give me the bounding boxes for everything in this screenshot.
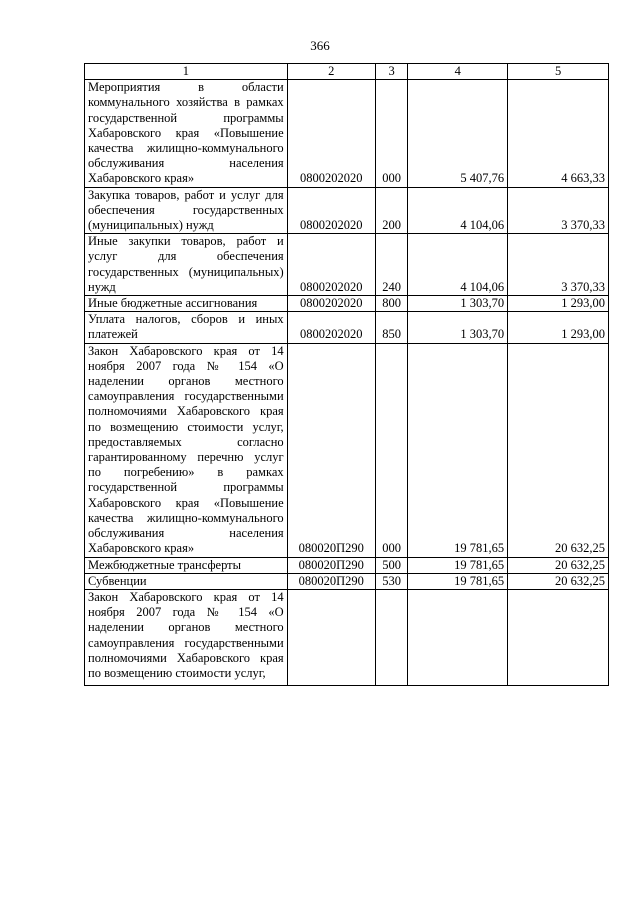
row-code: 080020П290	[287, 557, 375, 573]
row-kvr: 200	[375, 187, 408, 234]
column-header: 4	[408, 64, 508, 80]
row-value-1: 1 303,70	[408, 296, 508, 312]
row-code: 080020П290	[287, 573, 375, 589]
row-value-2: 3 370,33	[508, 234, 609, 296]
row-kvr: 000	[375, 80, 408, 187]
row-code: 080020П290	[287, 343, 375, 557]
row-value-2: 1 293,00	[508, 296, 609, 312]
page-number: 366	[310, 38, 330, 53]
row-name: Закупка товаров, работ и услуг для обеспечения государственных (муниципальных) нужд	[85, 187, 288, 234]
table-row	[85, 589, 609, 685]
row-value-1: 1 303,70	[408, 312, 508, 343]
row-kvr: 800	[375, 296, 408, 312]
row-value-1: 19 781,65	[408, 343, 508, 557]
row-code: 0800202020	[287, 80, 375, 187]
row-name: Межбюджетные трансферты	[85, 557, 288, 573]
row-name: Закон Хабаровского края от 14 ноября 2007 года № 154 «О наделении органов местного самоуправления государственными полномочиями Хабаровского края по возмещению стоимости услуг, предоставляемых согласно гарантированному перечню услуг по погребению» в рамках государственной программы Хабаровского края «Повышение качества жилищно-коммунального обслуживания населения Хабаровского края»	[85, 343, 288, 557]
row-value-2: 20 632,25	[508, 343, 609, 557]
row-kvr: 000	[375, 343, 408, 557]
table-row	[85, 296, 609, 312]
row-value-1: 4 104,06	[408, 234, 508, 296]
row-value-1: 19 781,65	[408, 557, 508, 573]
row-code: 0800202020	[287, 296, 375, 312]
row-name: Иные закупки товаров, работ и услуг для обеспечения государственных (муниципальных) нужд	[85, 234, 288, 296]
row-name: Мероприятия в области коммунального хозяйства в рамках государственной программы Хабаровского края «Повышение качества жилищно-коммунального обслуживания населения Хабаровского края»	[85, 80, 288, 187]
row-kvr: 240	[375, 234, 408, 296]
row-kvr: 850	[375, 312, 408, 343]
row-kvr	[375, 589, 408, 685]
row-kvr: 530	[375, 573, 408, 589]
column-header: 3	[375, 64, 408, 80]
column-header: 1	[85, 64, 288, 80]
table-row	[85, 234, 609, 296]
table-row	[85, 312, 609, 343]
table-row	[85, 557, 609, 573]
row-code: 0800202020	[287, 312, 375, 343]
row-value-1: 5 407,76	[408, 80, 508, 187]
table-row	[85, 187, 609, 234]
row-code	[287, 589, 375, 685]
column-header: 2	[287, 64, 375, 80]
row-code: 0800202020	[287, 234, 375, 296]
row-name: Уплата налогов, сборов и иных платежей	[85, 312, 288, 343]
row-value-1	[408, 589, 508, 685]
row-value-2: 4 663,33	[508, 80, 609, 187]
table-row	[85, 573, 609, 589]
row-value-2	[508, 589, 609, 685]
row-kvr: 500	[375, 557, 408, 573]
row-name: Закон Хабаровского края от 14 ноября 2007 года № 154 «О наделении органов местного самоуправления государственными полномочиями Хабаровского края по возмещению стоимости услуг,	[85, 589, 288, 685]
row-name: Субвенции	[85, 573, 288, 589]
row-value-2: 3 370,33	[508, 187, 609, 234]
column-header: 5	[508, 64, 609, 80]
row-name: Иные бюджетные ассигнования	[85, 296, 288, 312]
row-value-2: 20 632,25	[508, 557, 609, 573]
row-code: 0800202020	[287, 187, 375, 234]
table-row	[85, 80, 609, 187]
row-value-1: 19 781,65	[408, 573, 508, 589]
row-value-2: 1 293,00	[508, 312, 609, 343]
row-value-1: 4 104,06	[408, 187, 508, 234]
row-value-2: 20 632,25	[508, 573, 609, 589]
budget-table	[84, 63, 609, 686]
column-header-row	[85, 64, 609, 80]
table-row	[85, 343, 609, 557]
